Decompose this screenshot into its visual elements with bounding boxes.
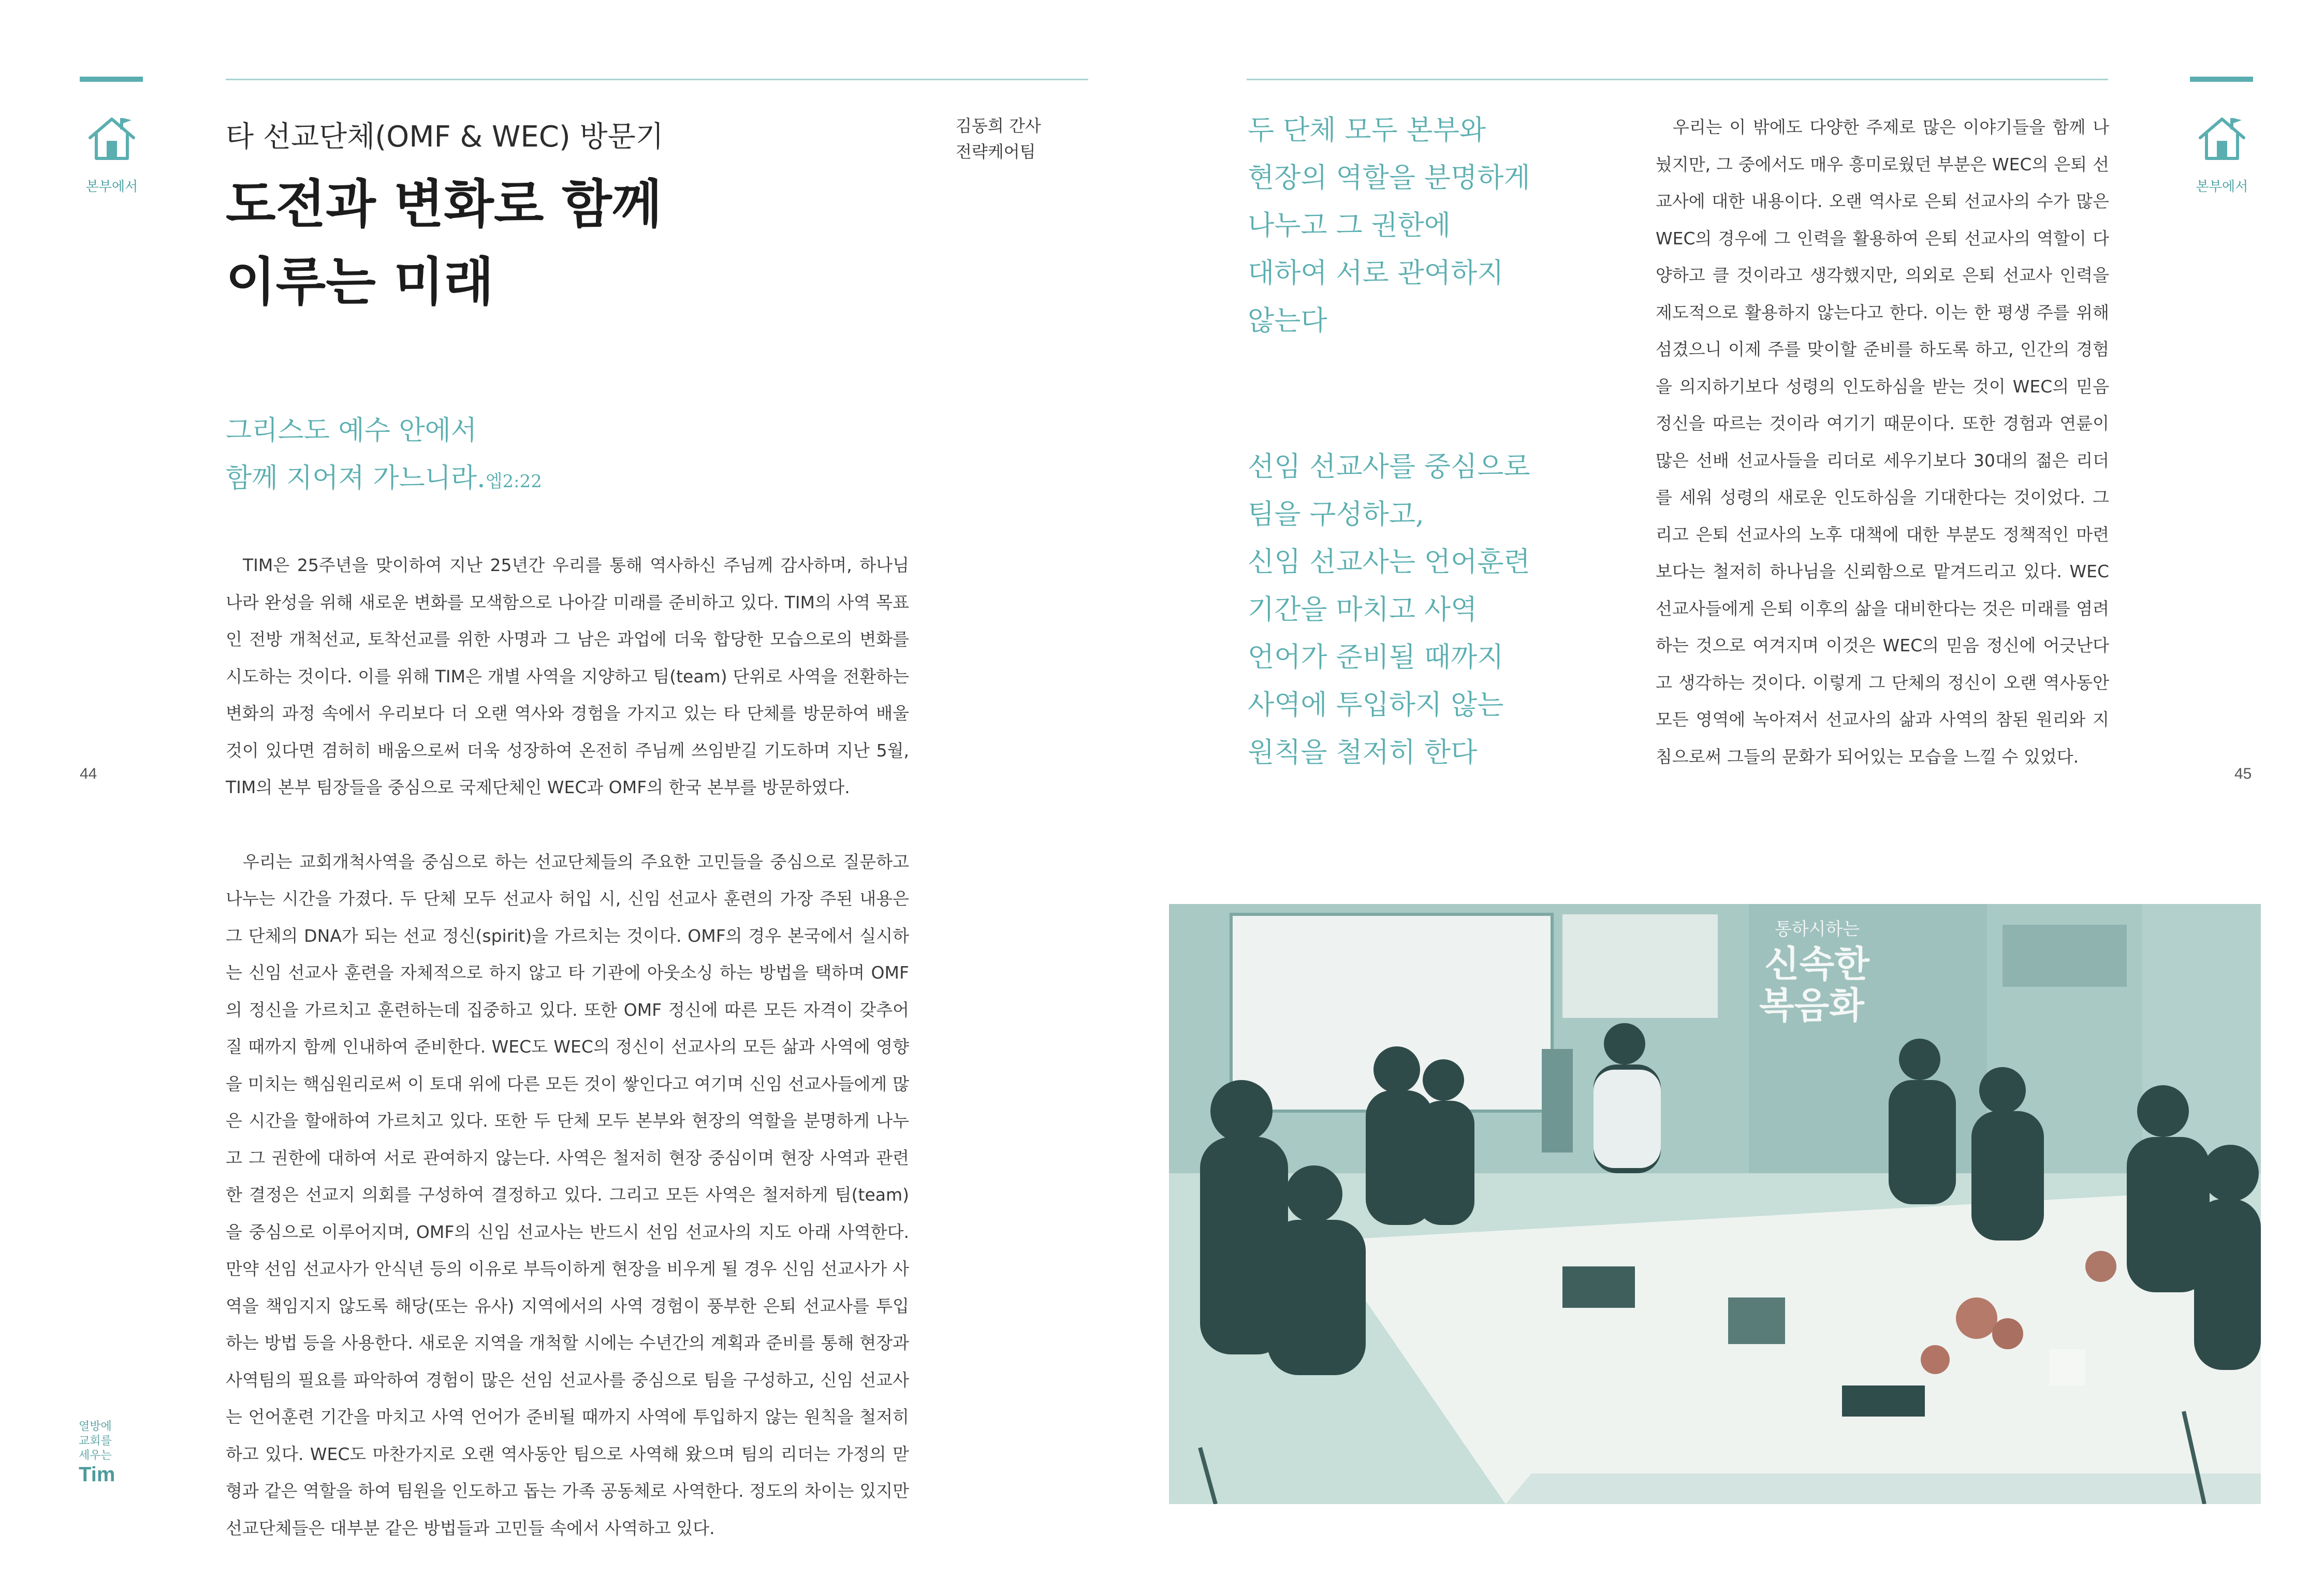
right-column	[1656, 109, 2109, 775]
tim-logo	[79, 1420, 115, 1486]
pull-quote-1-line: 나누고 그 권한에	[1248, 210, 1451, 241]
verse-line-2: 함께 지어져 가느니라.엡2:22	[226, 463, 542, 494]
paragraph-3: 우리는 이 밖에도 다양한 주제로 많은 이야기들을 함께 나눴지만, 그 중에서도 매우 흥미로웠던 부분은 WEC의 은퇴 선교사에 대한 내용이다. 오랜 역사로 은퇴 선교사의 수가 많은 WEC의 경우에 그 인력을 활용하여 은퇴 선교사의 역할이 다양하고 클 것이라고 생각했지만, 의외로 은퇴 선교사 인력을 제도적으로 활용하지 않는다고 한다. 이는 한 평생 주를 위해 섬겼으니 이제 주를 맞이할 준비를 하도록 하고, 인간의 경험을 의지하기보다 성령의 인도하심을 받는 것이 WEC의 믿음 정신을 따르는 것이라 여기기 때문이다. 또한 경험과 연륜이 많은 선배 선교사들을 리더로 세우기보다 30대의 젊은 리더를 세워 성령의 새로운 인도하심을 기대한다는 것이었다. 그리고 은퇴 선교사의 노후 대책에 대한 부분도 정책적인 마련보다는 철저히 하나님을 신뢰함으로 맡겨드리고 있다. WEC 선교사들에게 은퇴 이후의 삶을 대비한다는 것은 미래를 염려하는 것으로 여겨지며 이것은 WEC의 믿음 정신에 어긋난다고 생각하는 것이다. 이렇게 그 단체의 정신이 오랜 역사동안 모든 영역에 녹아져서 선교사의 삶과 사역의 참된 원리와 지침으로써 그들의 문화가 되어있는 모습을 느낄 수 있었다.	[1656, 117, 2109, 767]
meeting-photo-illustration	[1169, 904, 2261, 1504]
pull-quote-2	[1248, 443, 1530, 777]
section-label: 본부에서	[85, 179, 138, 195]
title-line-1: 도전과 변화로 함께	[226, 174, 662, 235]
scripture-verse	[226, 407, 542, 505]
article-subtitle: 타 선교단체(OMF & WEC) 방문기	[226, 120, 664, 154]
left-tab-rule	[80, 77, 143, 82]
pull-quote-2-line: 사역에 투입하지 않는	[1248, 689, 1504, 721]
home-icon	[86, 115, 138, 163]
pull-quote-2-line: 기간을 마치고 사역	[1248, 594, 1478, 625]
left-column	[226, 547, 909, 1547]
logo-line-1: 열방에	[79, 1420, 112, 1433]
author-team: 전략케어팀	[956, 142, 1036, 162]
meeting-photo	[1169, 904, 2261, 1504]
home-icon-right	[2196, 115, 2248, 163]
verse-reference: 엡2:22	[485, 471, 542, 492]
logo-line-2: 교회를	[79, 1435, 112, 1448]
pull-quote-1-line: 않는다	[1248, 305, 1327, 337]
pull-quote-2-line: 선임 선교사를 중심으로	[1248, 451, 1530, 483]
photo-wall-text-3: 복음화	[1759, 984, 1864, 1027]
logo-mark: Tim	[79, 1463, 115, 1486]
pull-quote-2-line: 언어가 준비될 때까지	[1248, 641, 1504, 673]
author-name: 김동희 간사	[956, 116, 1041, 136]
author-block	[956, 113, 1041, 165]
pull-quote-2-line: 팀을 구성하고,	[1248, 499, 1424, 530]
left-top-rule	[226, 79, 1088, 80]
section-label-right: 본부에서	[2196, 179, 2248, 195]
pull-quote-1-line: 대하여 서로 관여하지	[1248, 257, 1504, 289]
article-title	[226, 166, 662, 321]
photo-wall-text-1: 통하시하는	[1775, 919, 1860, 940]
paragraph-1: TIM은 25주년을 맞이하여 지난 25년간 우리를 통해 역사하신 주님께 감사하며, 하나님 나라 완성을 위해 새로운 변화를 모색함으로 나아갈 미래를 준비하고 있다. TIM의 사역 목표인 전방 개척선교, 토착선교를 위한 사명과 그 남은 과업에 더욱 합당한 모습으로의 변화를 시도하는 것이다. 이를 위해 TIM은 개별 사역을 지양하고 팀(team) 단위로 사역을 전환하는 변화의 과정 속에서 우리보다 더 오랜 역사와 경험을 가지고 있는 타 단체를 방문하여 배울 것이 있다면 겸허히 배움으로써 더욱 성장하여 온전히 주님께 쓰임받길 기도하며 지난 5월, TIM의 본부 팀장들을 중심으로 국제단체인 WEC과 OMF의 한국 본부를 방문하였다.	[226, 555, 909, 797]
photo-wall-text-2: 신속한	[1764, 943, 1869, 985]
page-number-left: 44	[80, 765, 97, 782]
right-tab-rule	[2190, 77, 2253, 82]
page-number-right: 45	[2234, 765, 2252, 782]
logo-line-3: 세우는	[79, 1449, 112, 1462]
verse-line-1: 그리스도 예수 안에서	[226, 415, 477, 446]
pull-quote-1-line: 두 단체 모두 본부와	[1248, 114, 1486, 146]
pull-quote-2-line: 원칙을 철저히 한다	[1248, 737, 1478, 768]
right-top-rule	[1247, 79, 2108, 80]
pull-quote-1	[1248, 107, 1530, 345]
title-line-2: 이루는 미래	[226, 252, 494, 312]
pull-quote-1-line: 현장의 역할을 분명하게	[1248, 162, 1530, 194]
pull-quote-2-line: 신임 선교사는 언어훈련	[1248, 546, 1530, 578]
paragraph-2: 우리는 교회개척사역을 중심으로 하는 선교단체들의 주요한 고민들을 중심으로 질문하고 나누는 시간을 가졌다. 두 단체 모두 선교사 허입 시, 신임 선교사 훈련의 가장 주된 내용은 그 단체의 DNA가 되는 선교 정신(spirit)을 가르치는 것이다. OMF의 경우 본국에서 실시하는 신임 선교사 훈련을 자체적으로 하지 않고 타 기관에 아웃소싱 하는 방법을 택하며 OMF의 정신을 가르치고 훈련하는데 집중하고 있다. 또한 OMF 정신에 따른 모든 자격이 갖추어질 때까지 함께 인내하여 준비한다. WEC도 WEC의 정신이 선교사의 모든 삶과 사역에 영향을 미치는 핵심원리로써 이 토대 위에 다른 모든 것이 쌓인다고 여기며 신임 선교사들에게 많은 시간을 할애하여 가르치고 있다. 또한 두 단체 모두 본부와 현장의 역할을 분명하게 나누고 그 권한에 대하여 서로 관여하지 않는다. 사역은 철저히 현장 중심이며 현장 사역과 관련한 결정은 선교지 의회를 구성하여 결정하고 있다. 그리고 모든 사역은 철저하게 팀(team)을 중심으로 이루어지며, OMF의 신임 선교사는 반드시 선임 선교사의 지도 아래 사역한다. 만약 선임 선교사가 안식년 등의 이유로 부득이하게 현장을 비우게 될 경우 신임 선교사가 사역을 책임지지 않도록 해당(또는 유사) 지역에서의 사역 경험이 풍부한 은퇴 선교사를 투입하는 방법 등을 사용한다. 새로운 지역을 개척할 시에는 수년간의 계획과 준비를 통해 현장과 사역팀의 필요를 파악하여 경험이 많은 선임 선교사를 중심으로 팀을 구성하고, 신임 선교사는 언어훈련 기간을 마치고 사역 언어가 준비될 때까지 사역에 투입하지 않는 원칙을 철저히 하고 있다. WEC도 마찬가지로 오랜 역사동안 팀으로 사역해 왔으며 팀의 리더는 가정의 맏형과 같은 역할을 하여 팀원을 인도하고 돕는 가족 공동체로 사역한다. 정도의 차이는 있지만 선교단체들은 대부분 같은 방법들과 고민들 속에서 사역하고 있다.	[226, 851, 909, 1538]
